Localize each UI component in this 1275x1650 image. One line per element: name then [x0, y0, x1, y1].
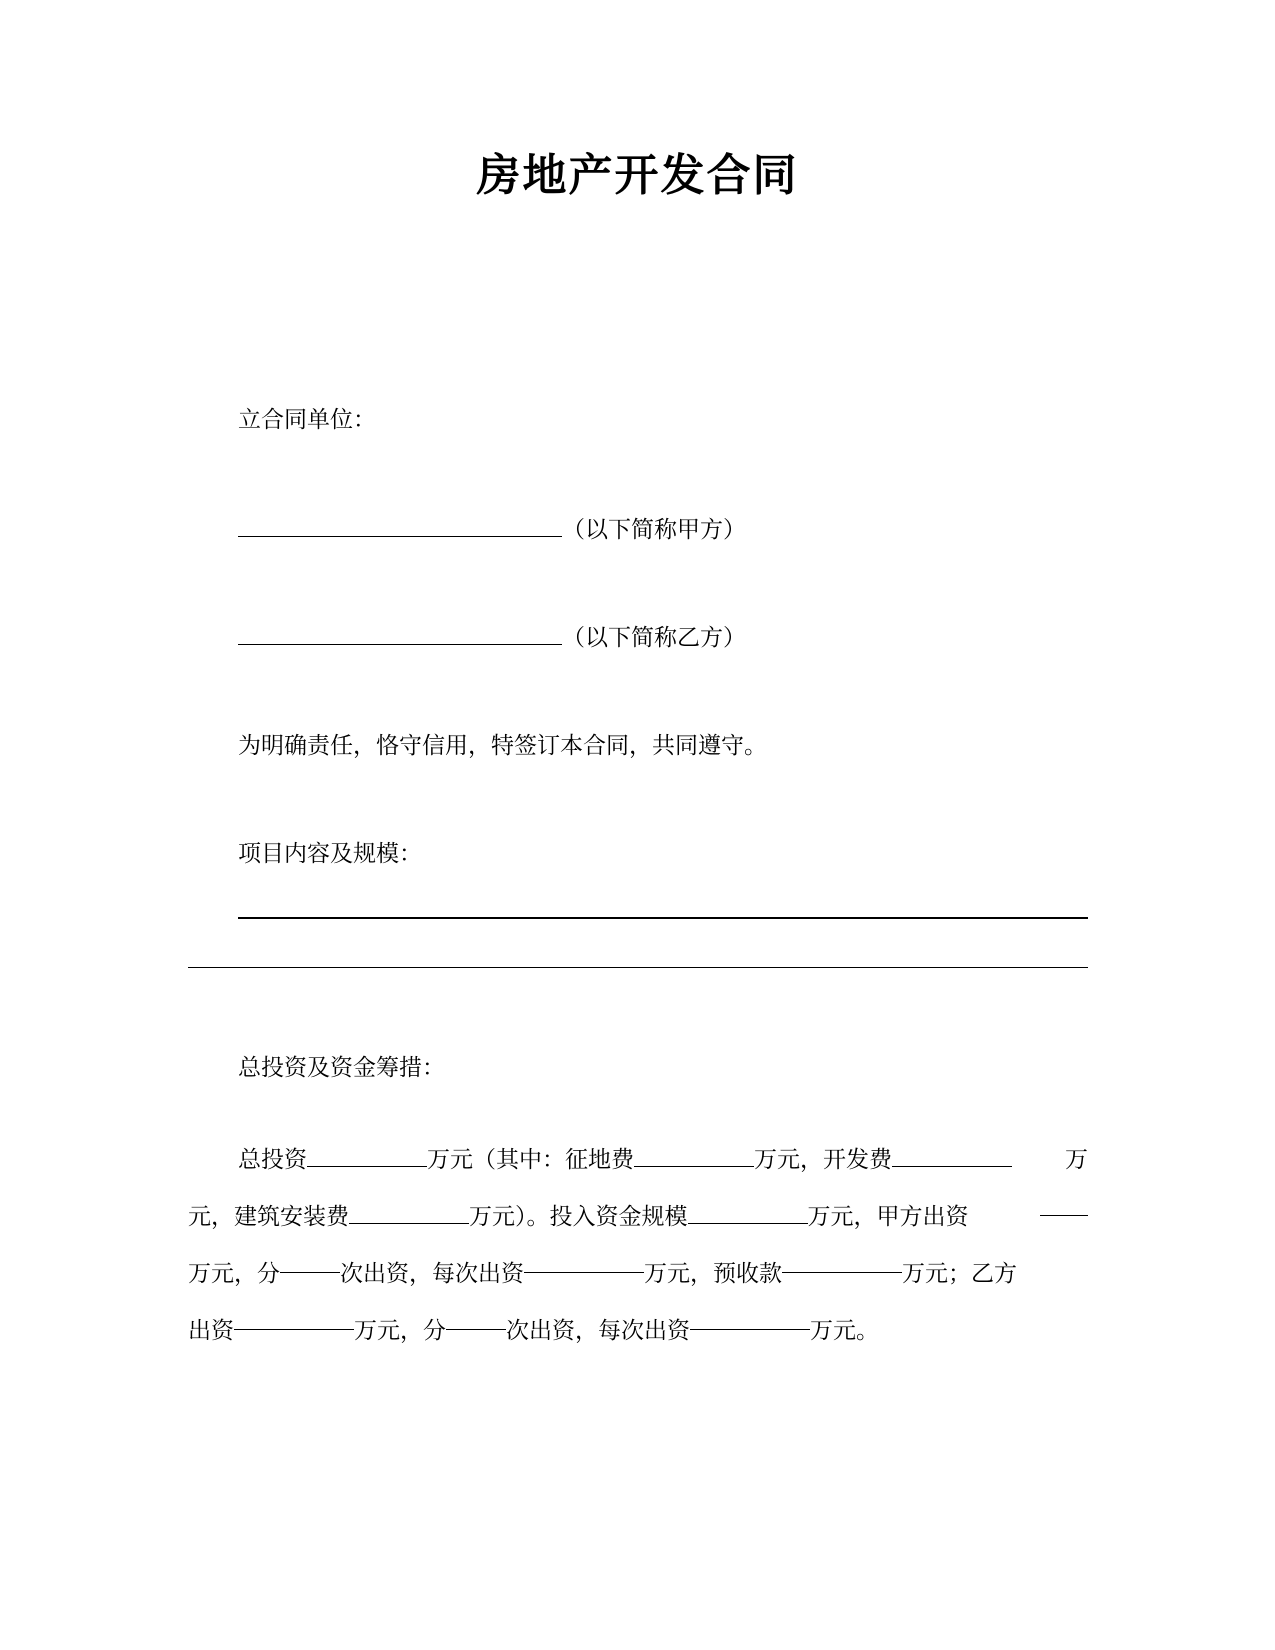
investment-row-4 — [188, 1303, 1088, 1360]
investment-text: 万元，开发费 — [754, 1147, 892, 1173]
project-heading: 项目内容及规模： — [238, 841, 422, 867]
parties-label: 立合同单位： — [238, 407, 376, 433]
project-blank-line-1[interactable] — [238, 917, 1088, 919]
investment-text: 总投资 — [238, 1147, 307, 1173]
party-a-line — [238, 512, 746, 546]
advance-payment-blank[interactable] — [782, 1246, 902, 1273]
investment-text: 万元（其中：征地费 — [427, 1147, 634, 1173]
investment-row-1 — [188, 1132, 1088, 1189]
land-fee-blank[interactable] — [634, 1140, 754, 1167]
party-a-each-blank[interactable] — [524, 1246, 644, 1273]
party-a-suffix: （以下简称甲方） — [562, 517, 746, 543]
investment-text: 万元）。投入资金规模 — [469, 1204, 688, 1230]
party-a-contribution-blank[interactable] — [1040, 1189, 1088, 1216]
party-b-contribution-blank[interactable] — [234, 1303, 354, 1330]
investment-text: 万元；乙方 — [902, 1261, 1017, 1287]
project-blank-line-2[interactable] — [188, 967, 1088, 968]
party-b-line — [238, 620, 746, 654]
investment-row-2 — [188, 1189, 1088, 1246]
investment-text: 次出资，每次出资 — [506, 1318, 690, 1344]
document-title: 房地产开发合同 — [476, 150, 799, 201]
investment-text: 万元，分 — [188, 1261, 280, 1287]
investment-text: 万元，预收款 — [644, 1261, 782, 1287]
capital-scale-blank[interactable] — [688, 1197, 808, 1224]
party-b-times-blank[interactable] — [446, 1303, 506, 1330]
investment-row-3 — [188, 1246, 1088, 1303]
investment-text: 元，建筑安装费 — [188, 1204, 349, 1230]
preamble-text: 为明确责任，恪守信用，特签订本合同，共同遵守。 — [238, 733, 767, 759]
investment-text: 出资 — [188, 1318, 234, 1344]
development-fee-blank[interactable] — [892, 1140, 1012, 1167]
total-investment-blank[interactable] — [307, 1140, 427, 1167]
party-a-blank[interactable] — [238, 512, 562, 537]
investment-text: 万 — [1065, 1147, 1088, 1173]
investment-text: 万元，分 — [354, 1318, 446, 1344]
party-b-blank[interactable] — [238, 620, 562, 645]
party-a-times-blank[interactable] — [280, 1246, 340, 1273]
investment-text: 次出资，每次出资 — [340, 1261, 524, 1287]
investment-paragraph — [188, 1132, 1088, 1360]
party-b-suffix: （以下简称乙方） — [562, 625, 746, 651]
construction-fee-blank[interactable] — [349, 1197, 469, 1224]
investment-heading: 总投资及资金筹措： — [238, 1055, 445, 1081]
party-b-each-blank[interactable] — [690, 1303, 810, 1330]
investment-text: 万元。 — [810, 1318, 879, 1344]
investment-text: 万元，甲方出资 — [807, 1204, 969, 1230]
